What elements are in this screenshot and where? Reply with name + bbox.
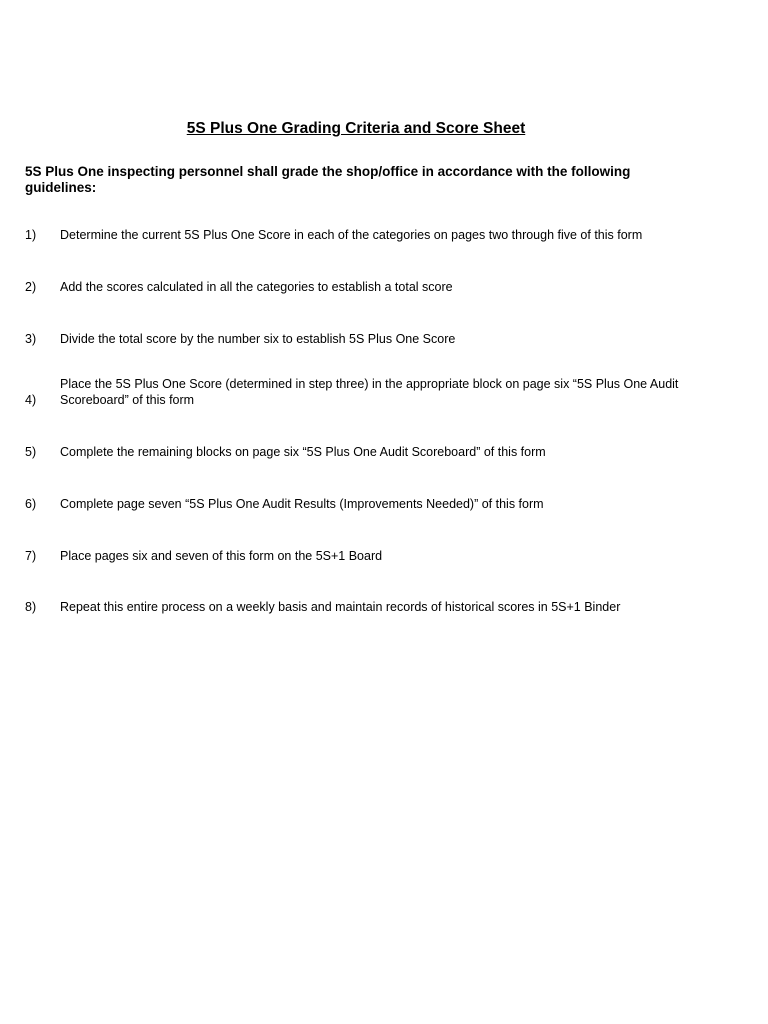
step-number: 2) [25, 280, 37, 294]
step-number: 4) [25, 393, 37, 407]
step-text: Add the scores calculated in all the categories to establish a total score [60, 280, 453, 294]
step-text: Place pages six and seven of this form on the 5S+1 Board [60, 549, 383, 563]
step-number: 8) [25, 600, 37, 614]
step-number: 5) [25, 445, 37, 459]
step-number: 1) [25, 228, 37, 242]
step-number: 3) [25, 332, 37, 346]
step-text: Complete the remaining blocks on page six “5S Plus One Audit Scoreboard” of this form [60, 445, 546, 459]
step-text: Repeat this entire process on a weekly basis and maintain records of historical scores in 5S+1 Binder [60, 600, 621, 614]
step-text: Complete page seven “5S Plus One Audit Results (Improvements Needed)” of this form [60, 497, 544, 511]
page-title: 5S Plus One Grading Criteria and Score Sheet [186, 120, 526, 137]
step-text: Place the 5S Plus One Score (determined in step three) in the appropriate block on page six “5S Plus One Audit Scoreboard” of this form [60, 377, 679, 407]
step-text: Determine the current 5S Plus One Score in each of the categories on pages two through five of this form [60, 228, 643, 242]
step-number: 7) [25, 549, 37, 563]
step-number: 6) [25, 497, 37, 511]
intro-paragraph: 5S Plus One inspecting personnel shall grade the shop/office in accordance with the following guidelines: [25, 164, 631, 195]
step-text: Divide the total score by the number six to establish 5S Plus One Score [60, 332, 456, 346]
